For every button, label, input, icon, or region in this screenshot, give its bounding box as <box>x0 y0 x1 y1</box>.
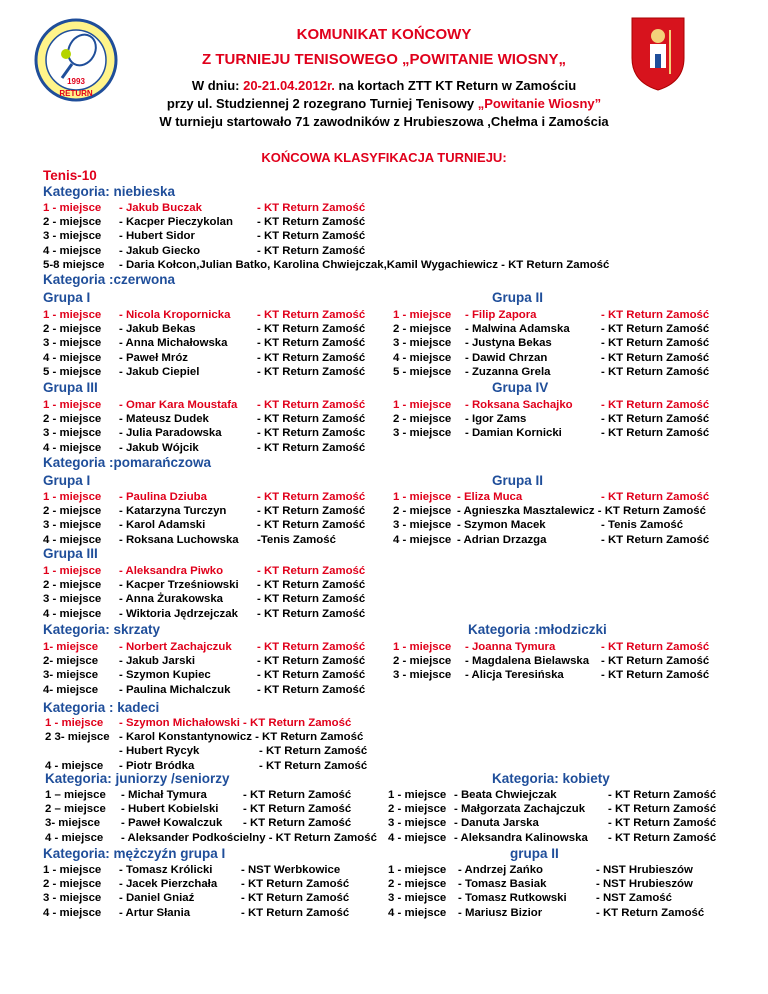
club-name: - KT Return Zamośc <box>257 427 366 439</box>
result-row <box>43 564 373 578</box>
result-row <box>43 518 373 532</box>
place-label: 3 - miejsce <box>43 519 102 531</box>
club-name: - KT Return Zamość <box>596 907 705 919</box>
player-name: - Andrzej Zańko <box>458 864 544 876</box>
club-name: - NST Werbkowice <box>241 864 341 876</box>
result-row <box>43 640 373 654</box>
club-name: - KT Return Zamość <box>601 337 710 349</box>
player-name: - Dawid Chrzan <box>465 352 548 364</box>
result-row <box>393 668 723 682</box>
place-label: 1 - miejsce <box>45 717 104 729</box>
place-label: 2 - miejsce <box>43 323 102 335</box>
section-heading: grupa II <box>510 846 559 861</box>
place-label: 2 - miejsce <box>393 655 452 667</box>
club-name: -Tenis Zamość <box>257 534 336 546</box>
club-name: - KT Return Zamość <box>257 608 366 620</box>
place-label: 2 - miejsce <box>43 216 102 228</box>
section-heading: Grupa III <box>43 380 98 395</box>
club-name: - KT Return Zamość <box>608 803 717 815</box>
player-name: - Aleksandra Piwko <box>119 565 224 577</box>
player-name: - Zuzanna Grela <box>465 366 551 378</box>
club-name: - KT Return Zamość <box>257 593 366 605</box>
club-name: - KT Return Zamość <box>257 337 366 349</box>
club-name: - KT Return Zamość <box>257 505 366 517</box>
club-name: - KT Return Zamość <box>257 655 366 667</box>
place-label: 4 - miejsce <box>393 534 452 546</box>
place-label: 3 - miejsce <box>43 337 102 349</box>
club-name: - KT Return Zamość <box>257 579 366 591</box>
club-name: - KT Return Zamość <box>243 817 352 829</box>
club-name: - KT Return Zamość <box>257 491 366 503</box>
result-row <box>393 518 723 532</box>
club-name: - KT Return Zamość <box>601 352 710 364</box>
player-name: - Aleksander Podkościelny - KT Return Zamość <box>121 832 377 844</box>
player-name: - Hubert Sidor <box>119 230 195 242</box>
club-name: - KT Return Zamość <box>257 684 366 696</box>
club-name: - KT Return Zamość <box>601 366 710 378</box>
player-name: - Jakub Wójcik <box>119 442 199 454</box>
section-heading: Kategoria: skrzaty <box>43 622 161 637</box>
place-label: 4 - miejsce <box>43 907 102 919</box>
place-label: 3 - miejsce <box>393 669 452 681</box>
place-label: 2 - miejsce <box>388 803 447 815</box>
club-name: - KT Return Zamość <box>257 216 366 228</box>
place-label: 5 - miejsce <box>393 366 452 378</box>
result-row <box>43 258 610 272</box>
result-row <box>45 788 375 802</box>
place-label: 2 - miejsce <box>43 413 102 425</box>
player-name: - Jakub Giecko <box>119 245 201 257</box>
result-row <box>43 863 373 877</box>
section-heading: Tenis-10 <box>43 168 97 183</box>
result-row <box>393 533 723 547</box>
place-label: 3 - miejsce <box>388 892 447 904</box>
place-label: 1 – miejsce <box>45 789 106 801</box>
place-label: 4 - miejsce <box>393 352 452 364</box>
club-name: - KT Return Zamość <box>608 817 717 829</box>
place-label: 4 - miejsce <box>388 907 447 919</box>
result-row <box>388 891 718 905</box>
place-label: 2 – miejsce <box>45 803 106 815</box>
result-row <box>393 654 723 668</box>
intro-line-1: W dniu: 20-21.04.2012r. na kortach ZTT KT Return w Zamościu <box>191 78 577 93</box>
place-label: 3 - miejsce <box>393 519 452 531</box>
player-name: - Justyna Bekas <box>465 337 552 349</box>
place-label: 5 - miejsce <box>43 366 102 378</box>
result-row <box>393 365 723 379</box>
place-label: 2 - miejsce <box>393 505 452 517</box>
player-name: - Jacek Pierzchała <box>119 878 218 890</box>
player-name: - Norbert Zachajczuk <box>119 641 232 653</box>
player-name: - Joanna Tymura <box>465 641 556 653</box>
result-row <box>45 759 375 773</box>
section-heading: Grupa III <box>43 546 98 561</box>
result-row <box>388 863 718 877</box>
player-name: - Wiktoria Jędrzejczak <box>119 608 238 620</box>
player-name: - Mariusz Bizior <box>458 907 543 919</box>
document-title: KOMUNIKAT KOŃCOWY <box>296 26 472 43</box>
section-heading: Kategoria: niebieska <box>43 184 176 199</box>
player-name: - Igor Zams <box>465 413 527 425</box>
place-label: 1 - miejsce <box>388 789 447 801</box>
player-name: - Roksana Sachajko <box>465 399 573 411</box>
player-name: - Małgorzata Zachajczuk <box>454 803 586 815</box>
club-name: - KT Return Zamość <box>243 803 352 815</box>
place-label: 1 - miejsce <box>43 399 102 411</box>
place-label: 3 - miejsce <box>388 817 447 829</box>
svg-text:1993: 1993 <box>67 77 85 86</box>
result-row <box>388 906 718 920</box>
result-row <box>43 351 373 365</box>
player-name: - Damian Kornicki <box>465 427 562 439</box>
section-heading: Grupa II <box>492 473 544 488</box>
place-label: 5-8 miejsce <box>43 259 105 271</box>
place-label: 3 - miejsce <box>43 427 102 439</box>
result-row <box>393 504 723 518</box>
player-name: - Malwina Adamska <box>465 323 570 335</box>
club-name: - KT Return Zamość <box>601 427 710 439</box>
result-row <box>45 816 375 830</box>
place-label: 1 - miejsce <box>43 491 102 503</box>
result-row <box>45 802 375 816</box>
club-name: - NST Zamość <box>596 892 672 904</box>
section-heading: Kategoria: juniorzy /seniorzy <box>45 771 230 786</box>
player-name: - Anna Żurakowska <box>119 593 224 605</box>
player-name: - Jakub Bekas <box>119 323 196 335</box>
player-name: - Michał Tymura <box>121 789 207 801</box>
club-name: - KT Return Zamość <box>257 413 366 425</box>
club-name: - KT Return Zamość <box>243 789 352 801</box>
result-row <box>43 426 373 440</box>
player-name: - Alicja Teresińska <box>465 669 564 681</box>
section-heading: Kategoria : kadeci <box>43 700 160 715</box>
result-row <box>393 426 723 440</box>
player-name: - Agnieszka Masztalewicz - KT Return Zamość <box>457 505 706 517</box>
club-name: - KT Return Zamość <box>257 519 366 531</box>
place-label: 3 - miejsce <box>43 593 102 605</box>
result-row <box>45 730 375 744</box>
player-name: - Magdalena Bielawska <box>465 655 590 667</box>
club-name: - KT Return Zamość <box>257 366 366 378</box>
club-name: - KT Return Zamość <box>257 399 366 411</box>
result-row <box>393 398 723 412</box>
place-label: 1 - miejsce <box>388 864 447 876</box>
club-name: - NST Hrubieszów <box>596 878 693 890</box>
result-row <box>45 831 375 845</box>
player-name: - Paweł Kowalczuk <box>121 817 223 829</box>
result-row <box>43 668 373 682</box>
place-label: 4 - miejsce <box>43 608 102 620</box>
player-name: - Beata Chwiejczak <box>454 789 557 801</box>
result-row <box>43 215 373 229</box>
result-row <box>43 398 373 412</box>
place-label: 1 - miejsce <box>43 565 102 577</box>
section-heading: Kategoria: kobiety <box>492 771 610 786</box>
player-name: - Katarzyna Turczyn <box>119 505 227 517</box>
place-label: 2 - miejsce <box>43 579 102 591</box>
result-row <box>43 441 373 455</box>
club-name: - KT Return Zamość <box>257 323 366 335</box>
player-name: - Daniel Gniaź <box>119 892 195 904</box>
result-row <box>43 607 373 621</box>
place-label: 4 - miejsce <box>388 832 447 844</box>
player-name: - Filip Zapora <box>465 309 537 321</box>
section-heading: Kategoria: mężczyźn grupa I <box>43 846 226 861</box>
result-row <box>388 831 718 845</box>
player-name: - Tomasz Basiak <box>458 878 547 890</box>
player-name: - Omar Kara Moustafa <box>119 399 238 411</box>
result-row <box>393 351 723 365</box>
result-row <box>393 640 723 654</box>
player-name: - Jakub Buczak <box>119 202 202 214</box>
place-label: 4 - miejsce <box>43 534 102 546</box>
svg-text:RETURN: RETURN <box>59 89 93 98</box>
club-name: - NST Hrubieszów <box>596 864 693 876</box>
place-label: 3 - miejsce <box>43 230 102 242</box>
club-name: - KT Return Zamość <box>257 442 366 454</box>
player-name: - Adrian Drzazga <box>457 534 547 546</box>
club-name: - KT Return Zamość <box>257 309 366 321</box>
result-row <box>393 322 723 336</box>
place-label: 4- miejsce <box>43 684 99 696</box>
player-name: - Kacper Trześniowski <box>119 579 239 591</box>
player-name: - Aleksandra Kalinowska <box>454 832 588 844</box>
result-row <box>43 229 373 243</box>
player-name: - Szymon Macek <box>457 519 546 531</box>
result-row <box>393 336 723 350</box>
player-name: - Anna Michałowska <box>119 337 228 349</box>
place-label: 1 - miejsce <box>43 202 102 214</box>
place-label: 3- miejsce <box>45 817 101 829</box>
club-name: - KT Return Zamość <box>608 832 717 844</box>
player-name: - Piotr Bródka <box>119 760 195 772</box>
player-name: - Julia Paradowska <box>119 427 222 439</box>
result-row <box>43 891 373 905</box>
player-name: - Hubert Kobielski <box>121 803 219 815</box>
player-name: - Paulina Michalczuk <box>119 684 231 696</box>
player-name: - Szymon Michałowski - KT Return Zamość <box>119 717 352 729</box>
result-row <box>43 201 373 215</box>
result-row <box>43 592 373 606</box>
result-row <box>43 533 373 547</box>
player-name: - Danuta Jarska <box>454 817 539 829</box>
club-name: - KT Return Zamość <box>259 745 368 757</box>
club-name: - KT Return Zamość <box>601 669 710 681</box>
result-row <box>43 365 373 379</box>
place-label: 1 - miejsce <box>393 641 452 653</box>
place-label: 4 - miejsce <box>43 442 102 454</box>
result-row <box>388 802 718 816</box>
section-heading: Kategoria :młodziczki <box>468 622 607 637</box>
club-name: - KT Return Zamość <box>257 230 366 242</box>
club-name: - KT Return Zamość <box>608 789 717 801</box>
result-row <box>43 336 373 350</box>
result-row <box>43 244 373 258</box>
player-name: - Nicola Kropornicka <box>119 309 231 321</box>
place-label: 1 - miejsce <box>393 491 452 503</box>
result-row <box>43 654 373 668</box>
player-name: - Mateusz Dudek <box>119 413 209 425</box>
document-subtitle: Z TURNIEJU TENISOWEGO „POWITANIE WIOSNY„ <box>202 51 566 68</box>
club-name: - KT Return Zamość <box>241 892 350 904</box>
club-name: - KT Return Zamość <box>601 534 710 546</box>
club-name: - KT Return Zamość <box>601 323 710 335</box>
player-name: - Hubert Rycyk <box>119 745 200 757</box>
intro-line-3: W turnieju startowało 71 zawodników z Hrubieszowa ,Chełma i Zamościa <box>159 114 609 129</box>
club-name: - KT Return Zamość <box>601 491 710 503</box>
result-row <box>393 308 723 322</box>
result-row <box>388 816 718 830</box>
player-name: - Paulina Dziuba <box>119 491 207 503</box>
club-name: - KT Return Zamość <box>257 641 366 653</box>
place-label: 2 - miejsce <box>43 505 102 517</box>
player-name: - Artur Słania <box>119 907 191 919</box>
result-row <box>393 412 723 426</box>
result-row <box>43 308 373 322</box>
place-label: 2 - miejsce <box>388 878 447 890</box>
player-name: - Paweł Mróz <box>119 352 188 364</box>
result-row <box>43 412 373 426</box>
club-name: - KT Return Zamość <box>257 202 366 214</box>
result-row <box>43 877 373 891</box>
classification-heading: KOŃCOWA KLASYFIKACJA TURNIEJU: <box>261 150 507 165</box>
club-name: - KT Return Zamość <box>601 309 710 321</box>
place-label: 1 - miejsce <box>393 399 452 411</box>
section-heading: Grupa IV <box>492 380 549 395</box>
player-name: - Tomasz Królicki <box>119 864 213 876</box>
place-label: 4 - miejsce <box>43 245 102 257</box>
place-label: 1 - miejsce <box>43 309 102 321</box>
result-row <box>388 877 718 891</box>
club-name: - KT Return Zamość <box>601 641 710 653</box>
result-row <box>45 716 375 730</box>
section-heading: Grupa II <box>492 290 544 305</box>
result-row <box>393 490 723 504</box>
result-row <box>45 744 375 758</box>
club-name: - KT Return Zamość <box>259 760 368 772</box>
place-label: 3 - miejsce <box>393 337 452 349</box>
player-name: - Kacper Pieczykolan <box>119 216 233 228</box>
club-name: - KT Return Zamość <box>241 878 350 890</box>
result-row <box>388 788 718 802</box>
place-label: 2 3- miejsce <box>45 731 110 743</box>
player-name: - Karol Adamski <box>119 519 206 531</box>
place-label: 1- miejsce <box>43 641 99 653</box>
place-label: 4 - miejsce <box>45 832 104 844</box>
result-row <box>43 906 373 920</box>
club-name: - KT Return Zamość <box>257 245 366 257</box>
club-name: - Tenis Zamość <box>601 519 684 531</box>
place-label: 1 - miejsce <box>393 309 452 321</box>
club-name: - KT Return Zamość <box>257 352 366 364</box>
section-heading: Grupa I <box>43 473 91 488</box>
club-name: - KT Return Zamość <box>601 413 710 425</box>
section-heading: Kategoria :pomarańczowa <box>43 455 212 470</box>
place-label: 2 - miejsce <box>393 413 452 425</box>
result-row <box>43 504 373 518</box>
place-label: 4 - miejsce <box>43 352 102 364</box>
club-name: - KT Return Zamość <box>257 669 366 681</box>
club-name: - KT Return Zamość <box>257 565 366 577</box>
place-label: 2 - miejsce <box>43 878 102 890</box>
player-name: - Eliza Muca <box>457 491 523 503</box>
intro-line-2: przy ul. Studziennej 2 rozegrano Turniej Tenisowy „Powitanie Wiosny” <box>166 96 602 111</box>
section-heading: Kategoria :czerwona <box>43 272 176 287</box>
place-label: 1 - miejsce <box>43 864 102 876</box>
result-row <box>43 578 373 592</box>
club-name: - KT Return Zamość <box>601 655 710 667</box>
player-name: - Roksana Luchowska <box>119 534 239 546</box>
place-label: 3- miejsce <box>43 669 99 681</box>
place-label: 2- miejsce <box>43 655 99 667</box>
place-label: 4 - miejsce <box>45 760 104 772</box>
player-name: - Karol Konstantynowicz - KT Return Zamość <box>119 731 364 743</box>
result-row <box>43 322 373 336</box>
result-row <box>43 683 373 697</box>
player-name: - Jakub Jarski <box>119 655 195 667</box>
place-label: 3 - miejsce <box>393 427 452 439</box>
player-name: - Szymon Kupiec <box>119 669 211 681</box>
club-name: - KT Return Zamość <box>601 399 710 411</box>
club-name: - KT Return Zamość <box>241 907 350 919</box>
place-label: 3 - miejsce <box>43 892 102 904</box>
place-label: 2 - miejsce <box>393 323 452 335</box>
section-heading: Grupa I <box>43 290 91 305</box>
result-row <box>43 490 373 504</box>
player-name: - Jakub Ciepiel <box>119 366 200 378</box>
player-name: - Tomasz Rutkowski <box>458 892 567 904</box>
player-name: - Daria Kołcon,Julian Batko, Karolina Chwiejczak,Kamil Wygachiewicz - KT Return Zamość <box>119 259 610 271</box>
